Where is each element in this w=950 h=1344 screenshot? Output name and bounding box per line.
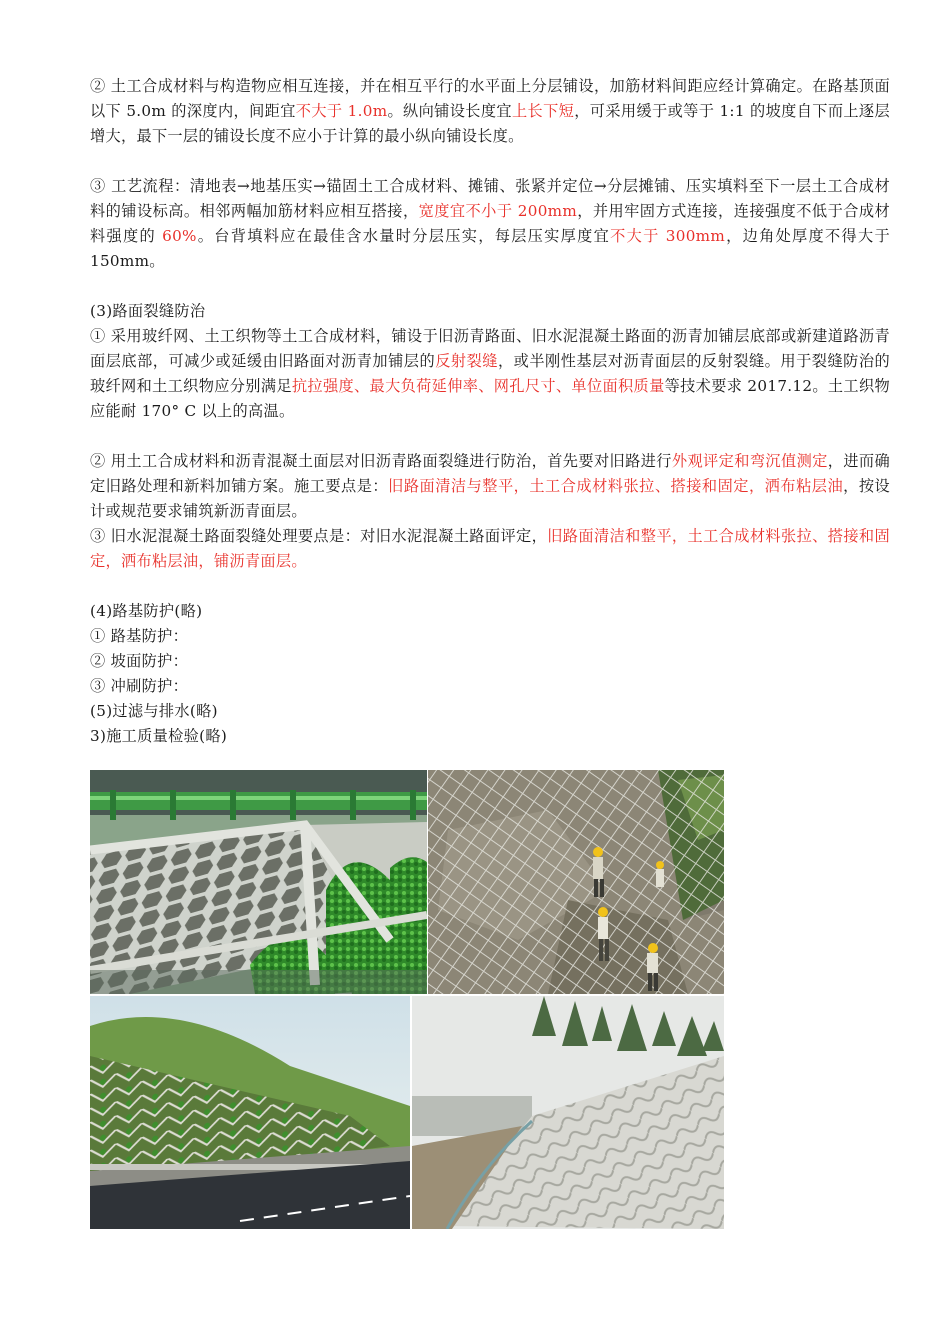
terraced-green-slope-photo — [90, 996, 410, 1229]
concrete-block-slope-photo — [412, 996, 724, 1229]
body-text: ① 采用玻纤网、土工织物等土工合成材料，铺设于旧沥青路面、旧水泥混凝土路面的沥青加铺层底部或新建道路沥青面层底部，可减少或延缓由旧路面对沥青加铺层的 — [90, 327, 890, 370]
paragraph-gap — [90, 149, 890, 174]
photo-collage — [90, 770, 724, 1229]
body-text: ③ 工艺流程：清地表→地基压实→锚固土工合成材料、摊铺、张紧并定位→分层摊铺、压实填料至下一层土工合成材料的铺设标高。相邻两幅加筋材料应相互搭接， — [90, 177, 890, 220]
paragraph — [90, 649, 890, 674]
paragraph — [90, 599, 890, 624]
body-text: ③ 冲刷防护： — [90, 677, 189, 695]
paragraph-gap — [90, 274, 890, 299]
emphasis-text: 60% — [162, 227, 197, 245]
emphasis-text: 上长下短 — [511, 102, 575, 120]
paragraph — [90, 299, 890, 324]
body-text: ，并用牢固方式连接，连接强度不低于合成材料强度的 — [90, 202, 891, 245]
emphasis-text: 反射裂缝 — [435, 352, 498, 370]
paragraph — [90, 724, 890, 749]
document-body — [90, 74, 890, 749]
body-text: (4)路基防护(略) — [90, 602, 203, 620]
paragraph — [90, 324, 890, 424]
emphasis-text: 抗拉强度、最大负荷延伸率、网孔尺寸、单位面积质量 — [291, 377, 665, 395]
emphasis-text: 旧路面清洁和整平，土工合成材料张拉、搭接和固定，洒布粘层油，铺沥青面层。 — [90, 527, 891, 570]
paragraph — [90, 699, 890, 724]
paragraph — [90, 449, 890, 524]
body-text: (5)过滤与排水(略) — [90, 702, 218, 720]
paragraph-gap — [90, 424, 890, 449]
emphasis-text: 宽度宜不小于 200mm — [418, 202, 578, 220]
emphasis-text: 旧路面清洁与整平，土工合成材料张拉、搭接和固定，洒布粘层油 — [388, 477, 844, 495]
paragraph — [90, 624, 890, 649]
paragraph — [90, 174, 890, 274]
body-text: ② 土工合成材料与构造物应相互连接，并在相互平行的水平面上分层铺设，加筋材料间距应经计算确定。在路基顶面以下 5.0m 的深度内，间距宜 — [90, 77, 890, 120]
emphasis-text: 不大于 1.0m — [295, 102, 388, 120]
body-text: 。台背填料应在最佳含水量时分层压实，每层压实厚度宜 — [196, 227, 611, 245]
hex-grid-slope-photo — [90, 770, 427, 994]
paragraph — [90, 524, 890, 574]
body-text: ，边角处厚度不得大于 150mm。 — [90, 227, 891, 270]
body-text: ② 坡面防护： — [90, 652, 189, 670]
body-text: ，可采用缓于或等于 1:1 的坡度自下而上逐层增大，最下一层的铺设长度不应小于计算的最小纵向铺设长度。 — [90, 102, 890, 145]
body-text: 3)施工质量检验(略) — [90, 727, 228, 745]
body-text: ，按设计或规范要求铺筑新沥青面层。 — [90, 477, 891, 520]
emphasis-text: 不大于 300mm — [610, 227, 726, 245]
paragraph-gap — [90, 574, 890, 599]
rock-slope-netting-photo — [428, 770, 724, 994]
body-text: ③ 旧水泥混凝土路面裂缝处理要点是：对旧水泥混凝土路面评定， — [90, 527, 548, 545]
paragraph — [90, 674, 890, 699]
body-text: ，进而确定旧路处理和新料加铺方案。施工要点是： — [90, 452, 890, 495]
body-text: 等技术要求 2017.12。土工织物应能耐 170° C 以上的高温。 — [90, 377, 890, 420]
body-text: (3)路面裂缝防治 — [90, 302, 206, 320]
emphasis-text: 外观评定和弯沉值测定 — [671, 452, 828, 470]
body-text: 。纵向铺设长度宜 — [387, 102, 512, 120]
paragraph — [90, 74, 890, 149]
body-text: ② 用土工合成材料和沥青混凝土面层对旧沥青路面裂缝进行防治，首先要对旧路进行 — [90, 452, 672, 470]
body-text: ，或半刚性基层对沥青面层的反射裂缝。用于裂缝防治的玻纤网和土工织物应分别满足 — [90, 352, 891, 395]
body-text: ① 路基防护： — [90, 627, 189, 645]
